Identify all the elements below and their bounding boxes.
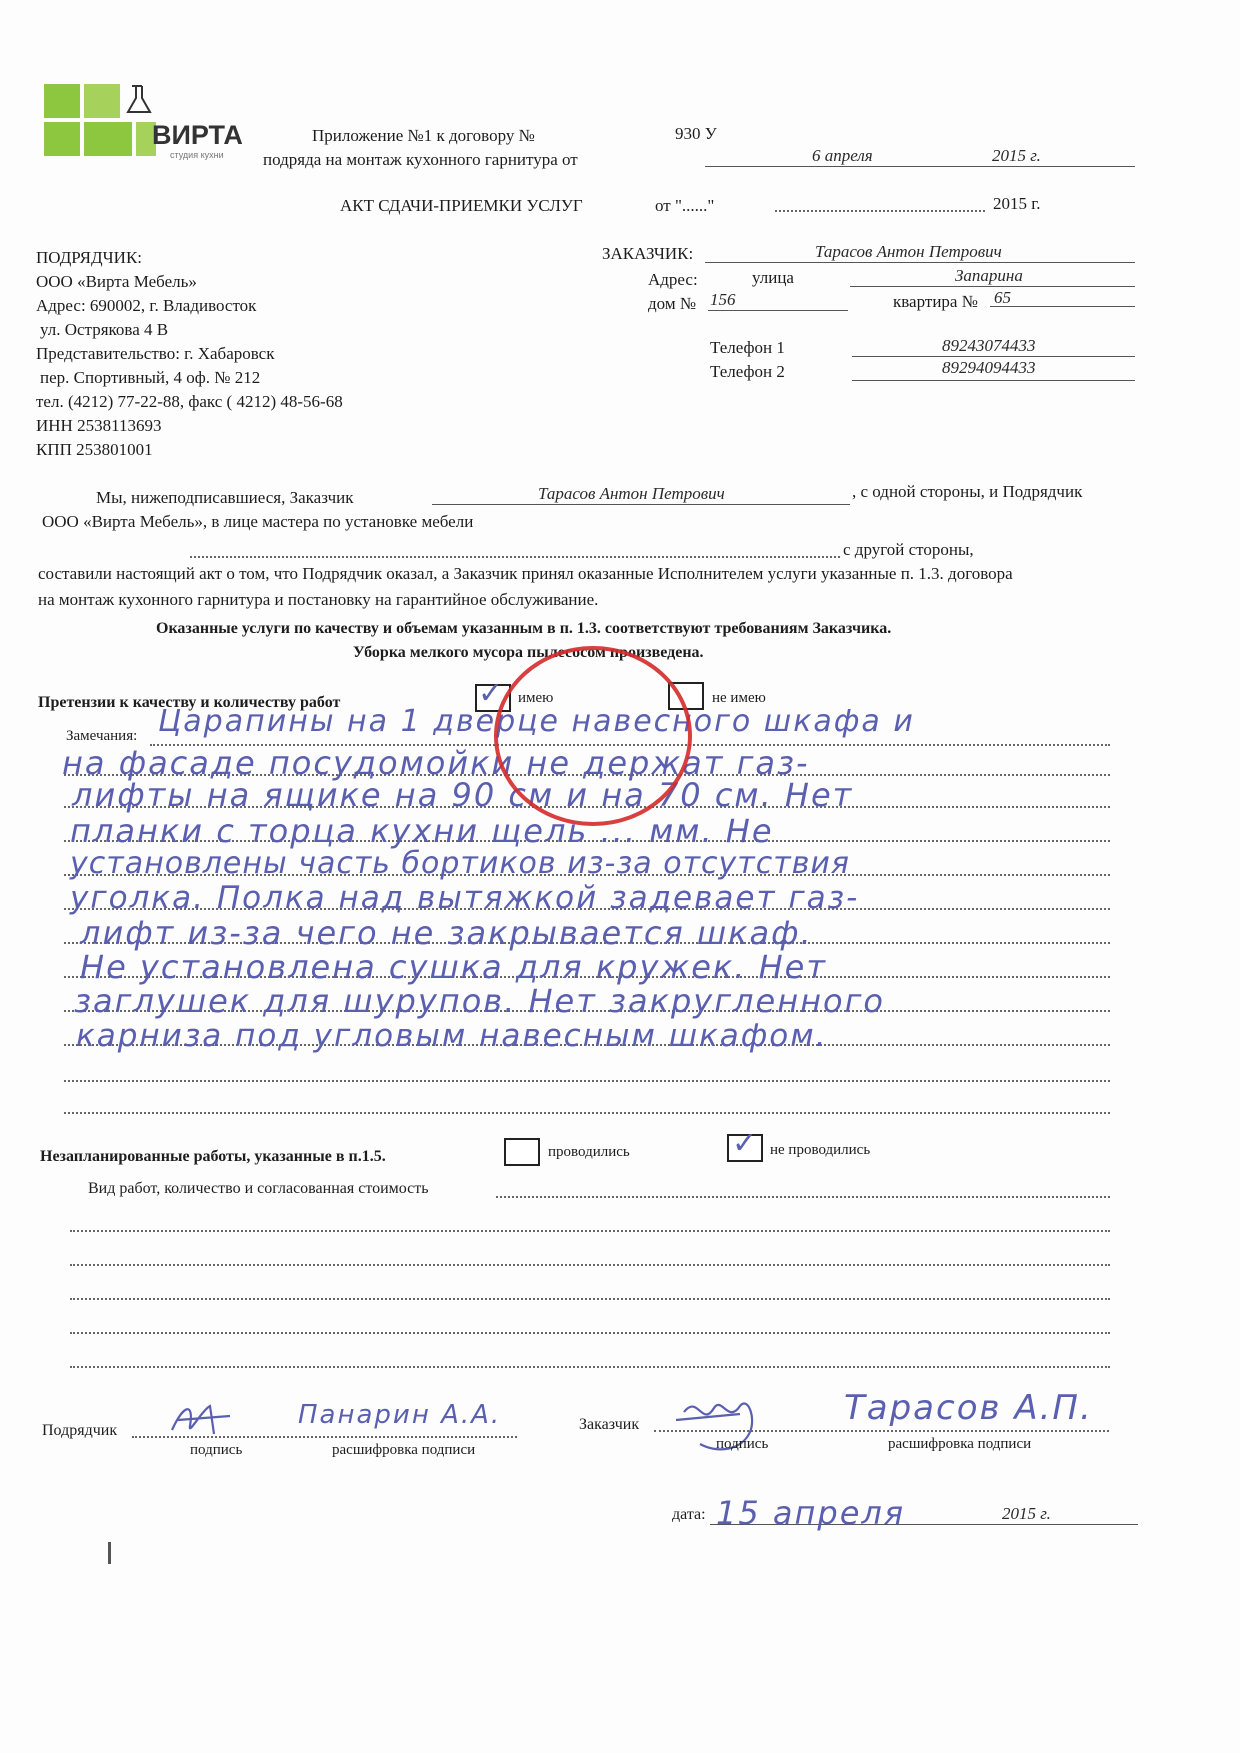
act-date-suffix: 2015 г. — [993, 194, 1041, 213]
phone2-value: 89294094433 — [942, 358, 1036, 377]
contractor-heading: ПОДРЯДЧИК: — [36, 248, 143, 267]
street-label: улица — [752, 268, 794, 287]
remark-line: планки с торца кухни щель ... мм. Не — [70, 812, 774, 850]
work-description-label: Вид работ, количество и согласованная стоимость — [88, 1180, 429, 1197]
contractor-line: тел. (4212) 77-22-88, факс ( 4212) 48-56-68 — [36, 392, 343, 411]
body-line: с другой стороны, — [843, 540, 974, 559]
date-value: 15 апреля — [716, 1494, 906, 1532]
logo-tagline: студия кухни — [170, 150, 224, 160]
contract-number: 930 У — [675, 124, 717, 143]
margin-mark — [108, 1542, 111, 1564]
sign-caption: подпись — [190, 1442, 243, 1458]
contract-year: 2015 г. — [992, 146, 1041, 165]
phone1-label: Телефон 1 — [710, 338, 785, 357]
remark-line: уголка. Полка над вытяжкой задевает газ- — [70, 880, 860, 916]
customer-signature — [670, 1388, 790, 1465]
contractor-line: ул. Острякова 4 В — [40, 320, 169, 339]
apartment-value: 65 — [994, 288, 1011, 307]
customer-name: Тарасов Антон Петрович — [815, 242, 1002, 261]
claims-not-have-label: не имею — [712, 690, 766, 706]
customer-sign-label: Заказчик — [579, 1416, 640, 1433]
contractor-line: Адрес: 690002, г. Владивосток — [36, 296, 257, 315]
body-line: составили настоящий акт о том, что Подрядчик оказал, а Заказчик принял оказанные Исполнителем услуги указанные п. 1.3. договора — [38, 564, 1013, 583]
date-label: дата: — [672, 1506, 706, 1523]
contract-date: 6 апреля — [812, 146, 873, 165]
address-label: Адрес: — [648, 270, 698, 289]
logo-brand: ВИРТА — [152, 120, 243, 150]
remark-line: Не установлена сушка для кружек. Нет — [80, 948, 827, 986]
appendix-text: Приложение №1 к договору № — [312, 126, 535, 145]
contractor-line: Представительство: г. Хабаровск — [36, 344, 275, 363]
red-circle-mark — [494, 646, 692, 826]
act-title: АКТ СДАЧИ-ПРИЕМКИ УСЛУГ — [340, 196, 583, 215]
body-bold-line: Уборка мелкого мусора пылесосом произведена. — [353, 644, 704, 661]
unplanned-done-checkbox[interactable] — [504, 1138, 540, 1166]
house-value: 156 — [710, 290, 736, 309]
date-year: 2015 г. — [1002, 1504, 1051, 1523]
contractor-sign-label: Подрядчик — [42, 1422, 118, 1439]
contractor-name: Панарин А.А. — [298, 1400, 502, 1430]
check-mark-icon: ✓ — [732, 1126, 758, 1161]
claims-label: Претензии к качеству и количеству работ — [38, 694, 341, 711]
phone2-label: Телефон 2 — [710, 362, 785, 381]
decode-caption: расшифровка подписи — [888, 1436, 1032, 1452]
remark-line: лифты на ящике на 90 см и на 70 см. Нет — [72, 776, 854, 814]
contractor-line: ИНН 2538113693 — [36, 416, 162, 435]
contractor-line: пер. Спортивный, 4 оф. № 212 — [40, 368, 261, 387]
remark-line: заглушек для шурупов. Нет закругленного — [74, 982, 885, 1020]
apartment-label: квартира № — [893, 292, 978, 311]
remark-line: на фасаде посудомойки не держат газ- — [62, 744, 810, 782]
body-line: ООО «Вирта Мебель», в лице мастера по установке мебели — [42, 512, 474, 531]
customer-name: Тарасов А.П. — [844, 1388, 1093, 1428]
remark-line: установлены часть бортиков из-за отсутствия — [70, 846, 850, 881]
intro-name: Тарасов Антон Петрович — [538, 484, 725, 503]
phone1-value: 89243074433 — [942, 336, 1036, 355]
remarks-label: Замечания: — [66, 728, 138, 744]
remark-line: Царапины на 1 дверце навесного шкафа и — [158, 704, 915, 739]
house-label: дом № — [648, 294, 697, 313]
intro-end: , с одной стороны, и Подрядчик — [852, 482, 1083, 501]
contractor-line: ООО «Вирта Мебель» — [36, 272, 197, 291]
intro-start: Мы, нижеподписавшиеся, Заказчик — [96, 488, 354, 507]
unplanned-label: Незапланированные работы, указанные в п.1.5. — [40, 1148, 386, 1165]
unplanned-done-label: проводились — [548, 1144, 630, 1160]
company-logo — [40, 82, 250, 162]
body-bold-line: Оказанные услуги по качеству и объемам указанным в п. 1.3. соответствуют требованиям Заказчика. — [156, 620, 892, 637]
contractor-line: КПП 253801001 — [36, 440, 153, 459]
contract-subject: подряда на монтаж кухонного гарнитура от — [263, 150, 578, 169]
remark-line: лифт из-за чего не закрывается шкаф. — [80, 914, 813, 952]
sign-caption: подпись — [716, 1436, 769, 1452]
act-date-prefix: от "......" — [655, 196, 715, 215]
unplanned-not-done-label: не проводились — [770, 1142, 871, 1158]
claims-have-label: имею — [518, 690, 554, 706]
remark-line: карниза под угловым навесным шкафом. — [76, 1018, 828, 1054]
decode-caption: расшифровка подписи — [332, 1442, 476, 1458]
street-value: Запарина — [955, 266, 1023, 285]
customer-heading: ЗАКАЗЧИК: — [602, 244, 694, 263]
contractor-signature — [168, 1396, 238, 1447]
body-line: на монтаж кухонного гарнитура и постановку на гарантийное обслуживание. — [38, 590, 599, 609]
check-mark-icon: ✓ — [478, 676, 504, 711]
